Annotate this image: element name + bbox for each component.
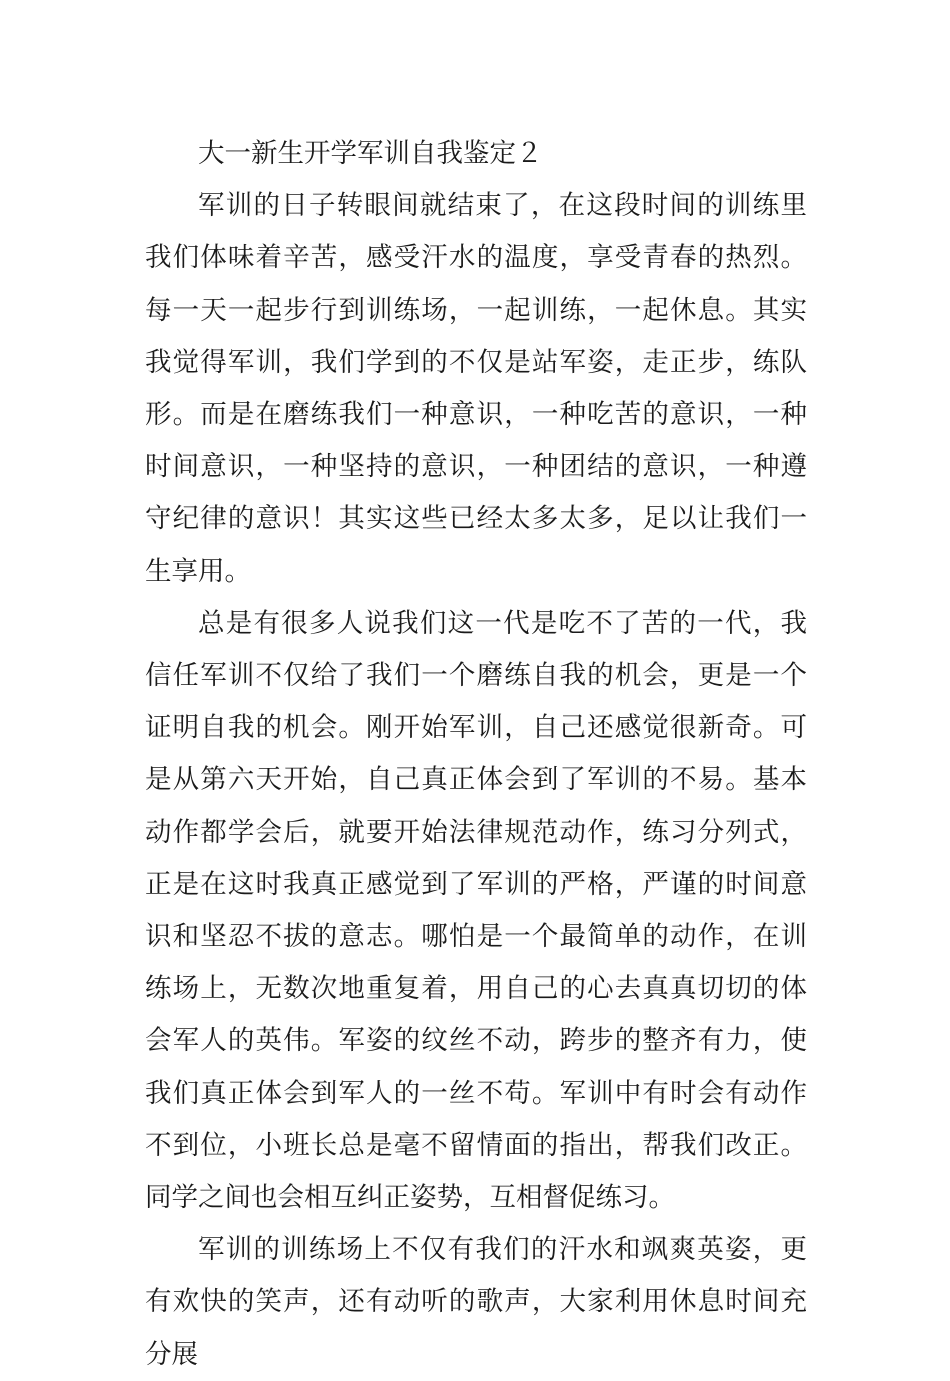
paragraph-2: 总是有很多人说我们这一代是吃不了苦的一代，我信任军训不仅给了我们一个磨练自我的机会，更是一个证明自我的机会。刚开始军训，自己还感觉很新奇。可是从第六天开始，自己真正体会到了军训的不易。基本动作都学会后，就要开始法律规范动作，练习分列式，正是在这时我真正感觉到了军训的严格，严谨的时间意识和坚忍不拔的意志。哪怕是一个最简单的动作，在训练场上，无数次地重复着，用自己的心去真真切切的体会军人的英伟。军姿的纹丝不动，跨步的整齐有力，使我们真正体会到军人的一丝不苟。军训中有时会有动作不到位，小班长总是毫不留情面的指出，帮我们改正。同学之间也会相互纠正姿势，互相督促练习。 <box>145 607 807 1214</box>
paragraph-1: 军训的日子转眼间就结束了，在这段时间的训练里我们体味着辛苦，感受汗水的温度，享受青春的热烈。每一天一起步行到训练场，一起训练，一起休息。其实我觉得军训，我们学到的不仅是站军姿，走正步，练队形。而是在磨练我们一种意识，一种吃苦的意识，一种时间意识，一种坚持的意识，一种团结的意识，一种遵守纪律的意识！其实这些已经太多太多，足以让我们一生享用。 <box>145 190 807 587</box>
document-title: 大一新生开学军训自我鉴定２ <box>198 138 543 169</box>
document-body <box>145 128 807 1381</box>
paragraph-3: 军训的训练场上不仅有我们的汗水和飒爽英姿，更有欢快的笑声，还有动听的歌声，大家利用休息时间充分展 <box>145 1234 807 1370</box>
